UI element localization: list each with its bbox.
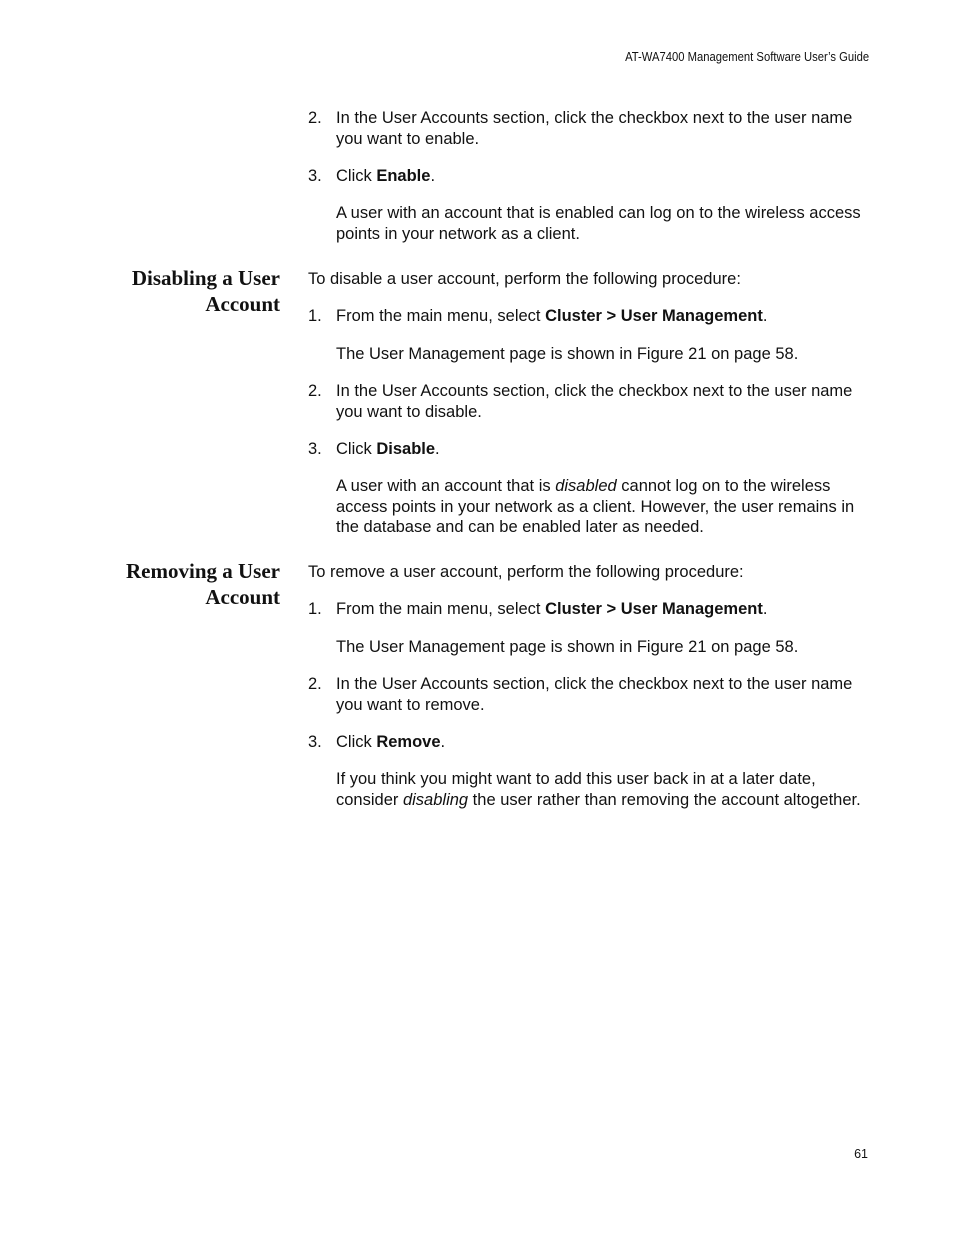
step-note: A user with an account that is enabled can log on to the wireless access points in your network as a client. bbox=[336, 204, 861, 243]
ui-term: Remove bbox=[376, 733, 441, 751]
page-number: 61 bbox=[854, 1147, 868, 1161]
step-text: Click Disable. bbox=[336, 440, 440, 458]
step-number: 1. bbox=[308, 307, 322, 325]
step-text: Click Remove. bbox=[336, 733, 446, 751]
ui-term: Disable bbox=[376, 440, 436, 458]
step-number: 3. bbox=[308, 440, 322, 458]
step-text: From the main menu, select Cluster > User Management. bbox=[336, 600, 768, 618]
step-number: 3. bbox=[308, 167, 322, 185]
step-note: A user with an account that is disabled cannot log on to the wireless access points in your network as a client. However, the user remains in the database and can be enabled later as needed. bbox=[336, 477, 855, 536]
section-heading-disabling: Disabling a User Account bbox=[131, 266, 280, 316]
running-header: AT-WA7400 Management Software User’s Guide bbox=[624, 50, 869, 64]
step-note: The User Management page is shown in Figure 21 on page 58. bbox=[336, 345, 799, 363]
step-text: In the User Accounts section, click the checkbox next to the user name you want to disable. bbox=[336, 382, 853, 421]
ui-term: Cluster > User Management bbox=[545, 600, 763, 618]
step-note: If you think you might want to add this user back in at a later date, consider disabling the user rather than removing the account altogether. bbox=[336, 770, 861, 809]
step-number: 2. bbox=[308, 382, 322, 400]
step-text: In the User Accounts section, click the checkbox next to the user name you want to enable. bbox=[336, 109, 853, 148]
ui-term: Cluster > User Management bbox=[545, 307, 763, 325]
step-text: In the User Accounts section, click the checkbox next to the user name you want to remove. bbox=[336, 675, 853, 714]
section-intro: To remove a user account, perform the following procedure: bbox=[308, 563, 744, 581]
step-number: 3. bbox=[308, 733, 322, 751]
step-number: 2. bbox=[308, 675, 322, 693]
step-text: From the main menu, select Cluster > User Management. bbox=[336, 307, 768, 325]
step-text: Click Enable. bbox=[336, 167, 436, 185]
step-note: The User Management page is shown in Figure 21 on page 58. bbox=[336, 638, 799, 656]
step-number: 1. bbox=[308, 600, 322, 618]
section-heading-removing: Removing a User Account bbox=[126, 559, 280, 609]
section-intro: To disable a user account, perform the following procedure: bbox=[308, 270, 741, 288]
step-number: 2. bbox=[308, 109, 322, 127]
ui-term: Enable bbox=[376, 167, 431, 185]
